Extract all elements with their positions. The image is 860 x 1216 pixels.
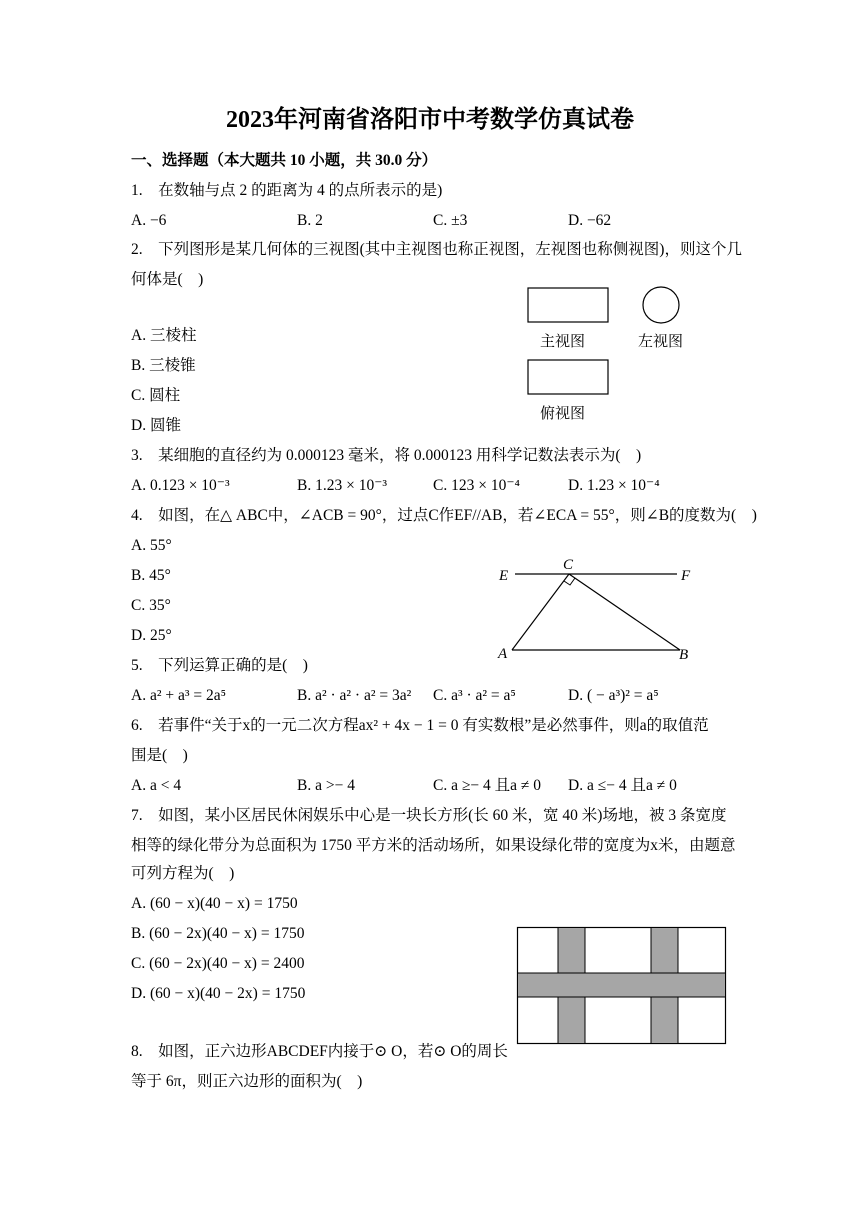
segment-cb <box>569 574 680 650</box>
q7-option-d: D. (60 − x)(40 − 2x) = 1750 <box>131 985 306 1002</box>
section-heading: 一、选择题（本大题共 10 小题，共 30.0 分） <box>131 152 438 169</box>
question-5-stem: 5. 下列运算正确的是( ) <box>131 657 308 674</box>
q2-option-c: C. 圆柱 <box>131 387 181 404</box>
question-8-stem-line1: 8. 如图，正六边形ABCDEF内接于⊙ O，若⊙ O的周长 <box>131 1043 508 1060</box>
left-view-circle <box>643 287 679 323</box>
q4-option-b: B. 45° <box>131 567 171 584</box>
question-7-stem-line1: 7. 如图，某小区居民休闲娱乐中心是一块长方形(长 60 米，宽 40 米)场地，被 3 条宽度 <box>131 807 727 824</box>
q3-option-b: B. 1.23 × 10⁻³ <box>297 477 388 494</box>
q1-option-d: D. −62 <box>568 212 612 229</box>
front-view-rect <box>528 288 608 322</box>
q6-option-b: B. a >− 4 <box>297 777 355 794</box>
question-7-stem-line2: 相等的绿化带分为总面积为 1750 平方米的活动场所，如果设绿化带的宽度为x米，由题意 <box>131 837 736 854</box>
q2-option-a: A. 三棱柱 <box>131 327 197 344</box>
horizontal-belt <box>518 973 726 997</box>
question-4-stem: 4. 如图，在△ ABC中，∠ACB = 90°，过点C作EF//AB，若∠ECA = 55°，则∠B的度数为( ) <box>131 507 757 524</box>
q6-option-d: D. a ≤− 4 且a ≠ 0 <box>568 777 677 794</box>
q1-option-a: A. −6 <box>131 212 167 229</box>
q5-option-c: C. a³ · a² = a⁵ <box>433 687 516 704</box>
q5-option-a: A. a² + a³ = 2a⁵ <box>131 687 227 704</box>
q1-option-c: C. ±3 <box>433 212 468 229</box>
q4-option-d: D. 25° <box>131 627 172 644</box>
question-3-stem: 3. 某细胞的直径约为 0.000123 毫米，将 0.000123 用科学记数法表示为( ) <box>131 447 642 464</box>
label-f: F <box>681 568 691 584</box>
q6-option-a: A. a < 4 <box>131 777 182 794</box>
top-view-label: 俯视图 <box>540 404 586 422</box>
label-b: B <box>679 647 689 663</box>
triangle-figure <box>495 555 705 665</box>
question-6-stem-line2: 围是( ) <box>131 747 188 764</box>
label-a: A <box>498 646 508 662</box>
top-view-rect <box>528 360 608 394</box>
label-c: C <box>563 557 574 573</box>
q1-option-b: B. 2 <box>297 212 323 229</box>
q2-option-d: D. 圆锥 <box>131 417 181 434</box>
q6-option-c: C. a ≥− 4 且a ≠ 0 <box>433 777 541 794</box>
q7-option-b: B. (60 − 2x)(40 − x) = 1750 <box>131 925 305 942</box>
question-2-stem-line2: 何体是( ) <box>131 271 204 288</box>
question-2-stem-line1: 2. 下列图形是某几何体的三视图(其中主视图也称正视图，左视图也称侧视图)，则这个几 <box>131 241 742 258</box>
label-e: E <box>499 568 509 584</box>
q3-option-a: A. 0.123 × 10⁻³ <box>131 477 230 494</box>
q7-option-c: C. (60 − 2x)(40 − x) = 2400 <box>131 955 305 972</box>
segment-ca <box>512 574 569 650</box>
q3-option-c: C. 123 × 10⁻⁴ <box>433 477 520 494</box>
q4-option-c: C. 35° <box>131 597 171 614</box>
question-7-stem-line3: 可列方程为( ) <box>131 865 235 882</box>
left-view-label: 左视图 <box>638 332 684 350</box>
q5-option-d: D. ( − a³)² = a⁵ <box>568 687 659 704</box>
q4-option-a: A. 55° <box>131 537 172 554</box>
front-view-label: 主视图 <box>540 332 586 350</box>
q7-option-a: A. (60 − x)(40 − x) = 1750 <box>131 895 298 912</box>
q5-option-b: B. a² · a² · a² = 3a² <box>297 687 412 704</box>
q2-option-b: B. 三棱锥 <box>131 357 196 374</box>
question-8-stem-line2: 等于 6π，则正六边形的面积为( ) <box>131 1073 363 1090</box>
green-belt-figure <box>517 927 727 1045</box>
q3-option-d: D. 1.23 × 10⁻⁴ <box>568 477 660 494</box>
three-view-figure <box>520 282 700 427</box>
question-1-stem: 1. 在数轴与点 2 的距离为 4 的点所表示的是) <box>131 182 443 199</box>
exam-title: 2023年河南省洛阳市中考数学仿真试卷 <box>226 107 634 133</box>
question-6-stem-line1: 6. 若事件“关于x的一元二次方程ax² + 4x − 1 = 0 有实数根”是必然事件，则a的取值范 <box>131 717 709 734</box>
